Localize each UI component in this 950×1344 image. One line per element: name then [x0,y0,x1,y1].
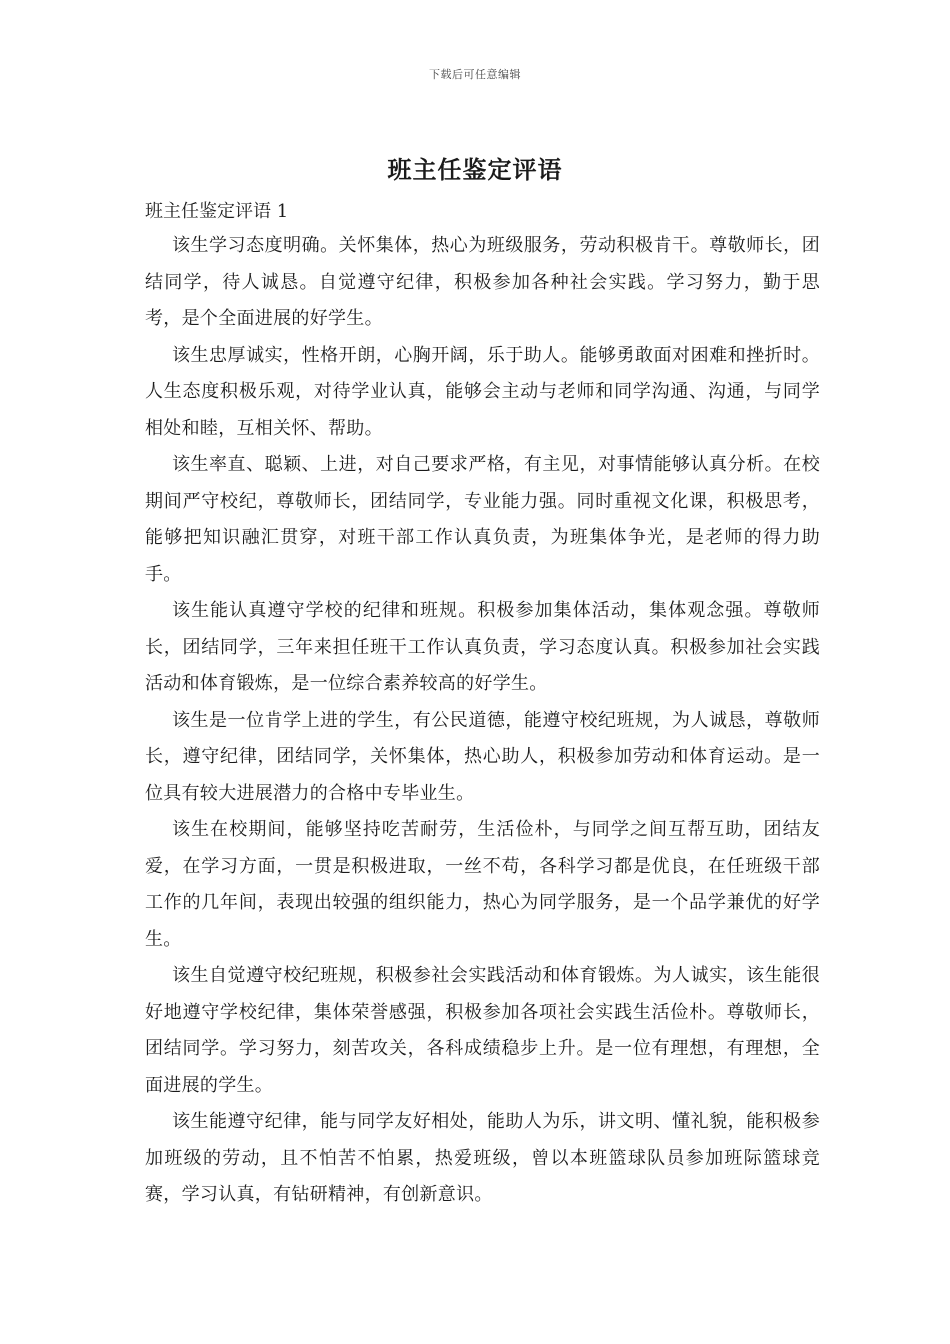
document-body [145,196,820,1214]
paragraph-1: 该生学习态度明确。关怀集体，热心为班级服务，劳动积极肯干。尊敬师长，团结同学，待人诚恳。自觉遵守纪律，积极参加各种社会实践。学习努力，勤于思考，是个全面进展的好学生。 [145,235,820,329]
paragraph-8: 该生能遵守纪律，能与同学友好相处，能助人为乐，讲文明、懂礼貌，能积极参加班级的劳动，且不怕苦不怕累，热爱班级，曾以本班篮球队员参加班际篮球竞赛，学习认真，有钻研精神，有创新意识。 [145,1111,820,1205]
paragraph-6: 该生在校期间，能够坚持吃苦耐劳，生活俭朴，与同学之间互帮互助，团结友爱，在学习方面，一贯是积极进取，一丝不苟，各科学习都是优良，在任班级干部工作的几年间，表现出较强的组织能力，热心为同学服务，是一个品学兼优的好学生。 [145,819,820,950]
header-note: 下载后可任意编辑 [429,68,521,81]
document-title: 班主任鉴定评语 [387,155,563,184]
paragraph-3: 该生率直、聪颖、上进，对自己要求严格，有主见，对事情能够认真分析。在校期间严守校纪，尊敬师长，团结同学，专业能力强。同时重视文化课，积极思考，能够把知识融汇贯穿，对班干部工作认真负责，为班集体争光，是老师的得力助手。 [145,454,820,585]
section-heading: 班主任鉴定评语 1 [145,201,289,222]
paragraph-2: 该生忠厚诚实，性格开朗，心胸开阔，乐于助人。能够勇敢面对困难和挫折时。人生态度积极乐观，对待学业认真，能够会主动与老师和同学沟通、沟通，与同学相处和睦，互相关怀、帮助。 [145,344,820,439]
paragraph-5: 该生是一位肯学上进的学生，有公民道德，能遵守校纪班规，为人诚恳，尊敬师长，遵守纪律，团结同学，关怀集体，热心助人，积极参加劳动和体育运动。是一位具有较大进展潜力的合格中专毕业生。 [145,709,820,804]
paragraph-4: 该生能认真遵守学校的纪律和班规。积极参加集体活动，集体观念强。尊敬师长，团结同学，三年来担任班干工作认真负责，学习态度认真。积极参加社会实践活动和体育锻炼，是一位综合素养较高的好学生。 [145,600,820,694]
paragraph-7: 该生自觉遵守校纪班规，积极参社会实践活动和体育锻炼。为人诚实，该生能很好地遵守学校纪律，集体荣誉感强，积极参加各项社会实践生活俭朴。尊敬师长，团结同学。学习努力，刻苦攻关，各科成绩稳步上升。是一位有理想，有理想，全面进展的学生。 [145,965,820,1096]
